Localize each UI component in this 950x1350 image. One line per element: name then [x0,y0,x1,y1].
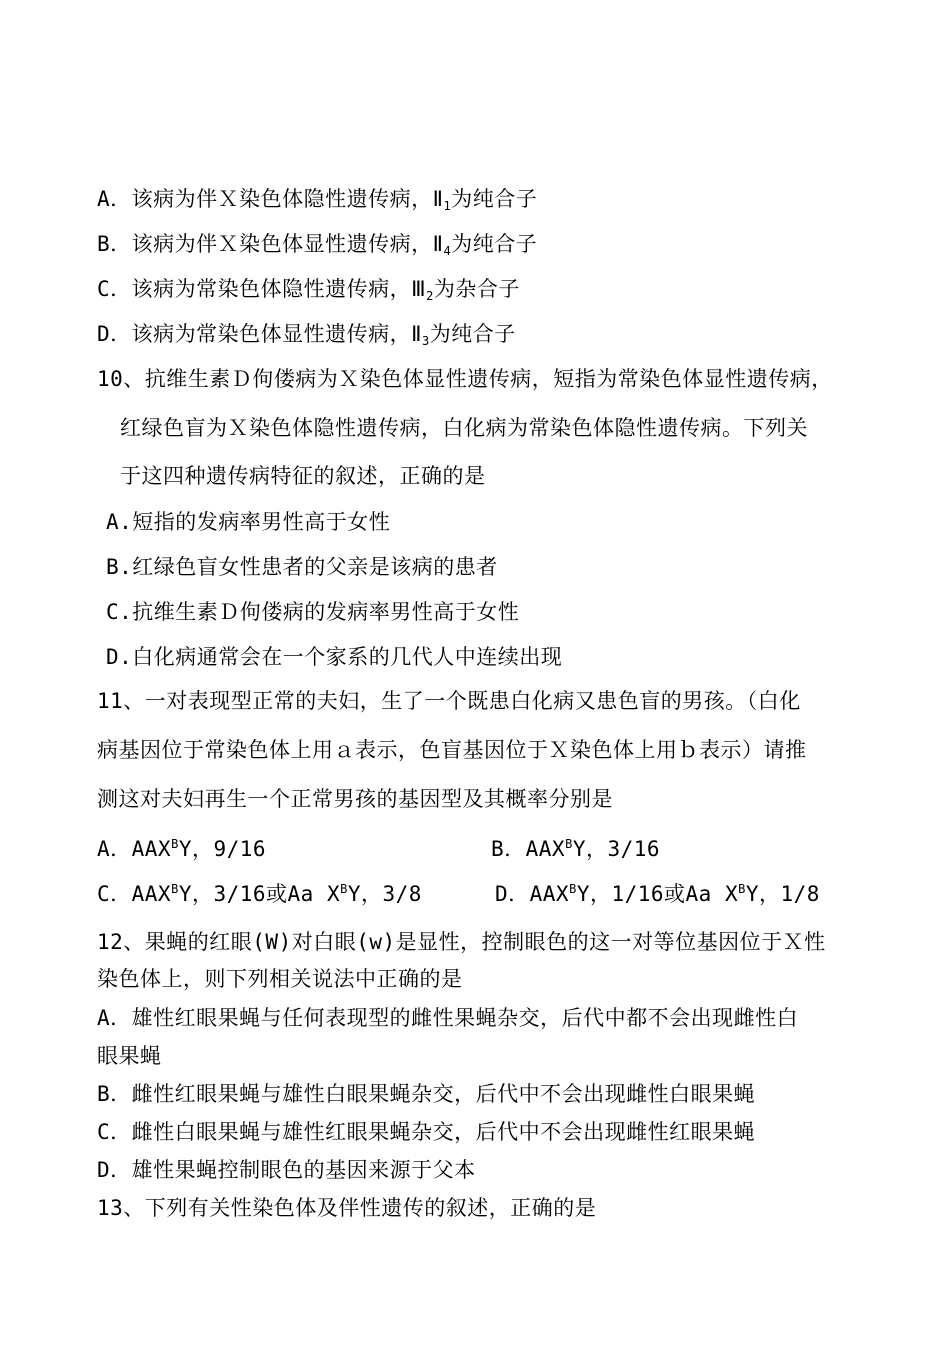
option-text: D．AAX [495,882,570,906]
q12-option-a-continued: 眼果蝇 [97,1044,162,1068]
subscript: 3 [421,334,430,348]
option-text: A．AAX [97,837,172,861]
q10-stem-line-1: 10、抗维生素Ｄ佝偻病为Ｘ染色体显性遗传病，短指为常染色体显性遗传病， [97,367,833,391]
option-text: A．该病为伴Ｘ染色体隐性遗传病，Ⅱ [97,187,444,211]
q12-option-a: A．雄性红眼果蝇与任何表现型的雌性果蝇杂交，后代中都不会出现雌性白 [97,1006,799,1030]
option-text: 为纯合子 [451,187,538,211]
q9-option-b [97,229,537,266]
superscript: B [340,882,348,896]
q10-option-a: A.短指的发病率男性高于女性 [106,510,391,534]
q11-option-d [495,874,820,909]
q9-option-a [97,184,537,221]
q12-stem-line-2: 染色体上，则下列相关说法中正确的是 [97,967,463,991]
option-text: B．AAX [491,837,566,861]
q11-stem-line-3: 测这对夫妇再生一个正常男孩的基因型及其概率分别是 [97,787,613,811]
q13-stem: 13、下列有关性染色体及伴性遗传的叙述，正确的是 [97,1196,597,1220]
q10-option-d: D.白化病通常会在一个家系的几代人中连续出现 [106,645,563,669]
option-text: Y，3/16 [572,837,661,861]
option-text: Y，3/16或Aa X [178,882,341,906]
superscript: B [171,837,179,851]
q12-option-d: D．雄性果蝇控制眼色的基因来源于父本 [97,1158,476,1182]
q11-option-c [97,874,422,909]
option-text: 为杂合子 [433,277,520,301]
q9-option-c [97,274,520,311]
option-text: 为纯合子 [451,232,538,256]
option-text: D．该病为常染色体显性遗传病，Ⅱ [97,322,422,346]
option-text: Y，1/16或Aa X [576,882,739,906]
superscript: B [171,882,179,896]
q11-option-b [491,829,660,864]
superscript: B [738,882,746,896]
q12-option-c: C．雌性白眼果蝇与雄性红眼果蝇杂交，后代中不会出现雌性红眼果蝇 [97,1120,756,1144]
option-text: Y，3/8 [347,882,422,906]
superscript: B [565,837,573,851]
option-text: Y，1/8 [745,882,820,906]
subscript: 1 [443,199,452,213]
q11-stem-line-1: 11、一对表现型正常的夫妇，生了一个既患白化病又患色盲的男孩。（白化 [97,689,801,713]
q10-option-b: B.红绿色盲女性患者的父亲是该病的患者 [106,555,498,579]
option-text: C．该病为常染色体隐性遗传病，Ⅲ [97,277,427,301]
superscript: B [569,882,577,896]
q11-stem-line-2: 病基因位于常染色体上用ａ表示，色盲基因位于Ｘ染色体上用ｂ表示）请推 [97,738,807,762]
q10-option-c: C.抗维生素Ｄ佝偻病的发病率男性高于女性 [106,600,520,624]
subscript: 4 [443,244,452,258]
q12-option-b: B．雌性红眼果蝇与雄性白眼果蝇杂交，后代中不会出现雌性白眼果蝇 [97,1082,756,1106]
q11-option-a [97,829,266,864]
subscript: 2 [426,289,434,303]
q12-stem-line-1: 12、果蝇的红眼(W)对白眼(w)是显性，控制眼色的这一对等位基因位于Ｘ性 [97,930,826,954]
q10-stem-line-3: 于这四种遗传病特征的叙述，正确的是 [120,464,486,488]
q10-stem-line-2: 红绿色盲为Ｘ染色体隐性遗传病，白化病为常染色体隐性遗传病。下列关 [120,416,808,440]
option-text: 为纯合子 [429,322,516,346]
option-text: B．该病为伴Ｘ染色体显性遗传病，Ⅱ [97,232,444,256]
option-text: Y，9/16 [178,837,267,861]
option-text: C．AAX [97,882,172,906]
q9-option-d [97,319,516,356]
